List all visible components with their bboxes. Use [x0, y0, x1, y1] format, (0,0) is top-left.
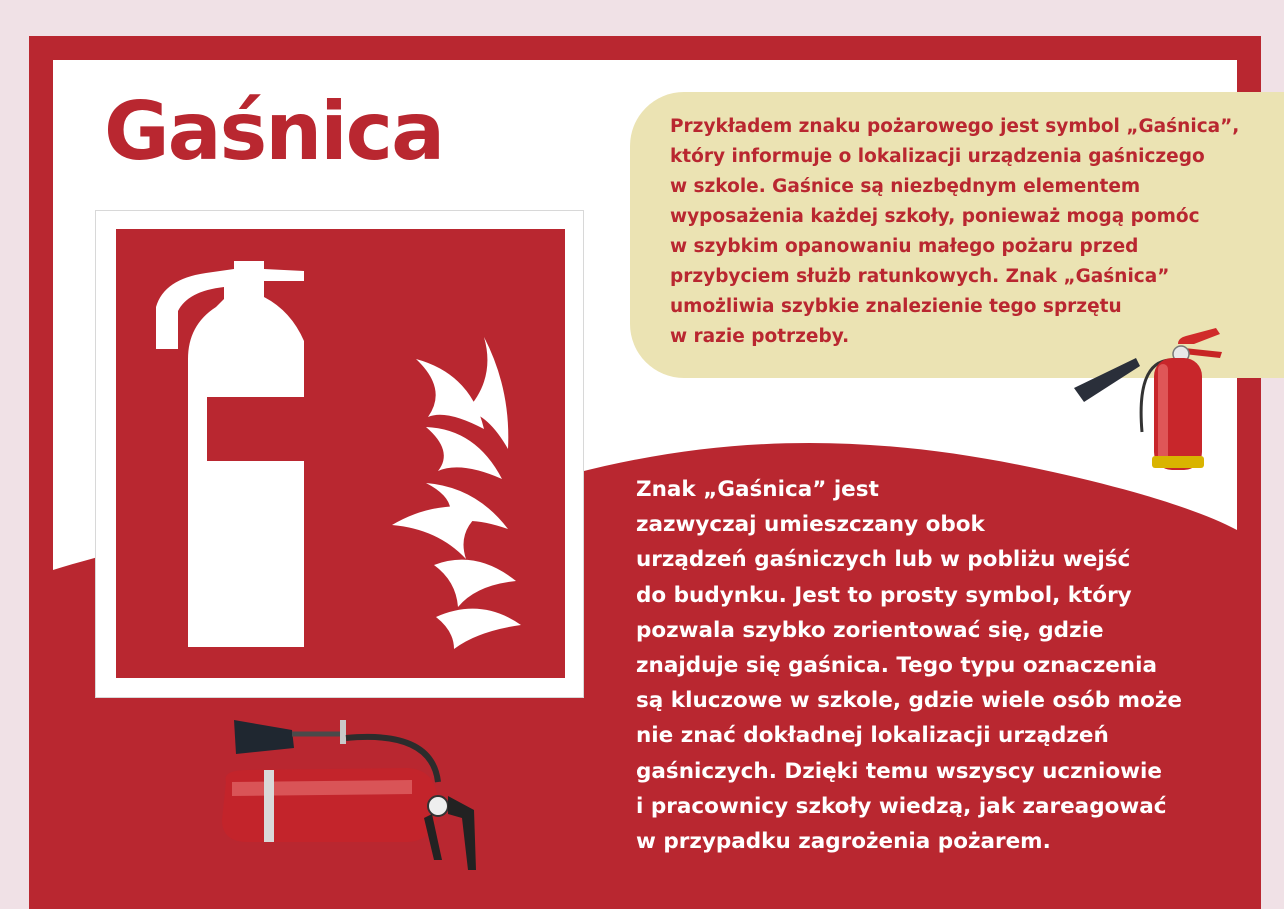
fire-extinguisher-icon — [1066, 322, 1226, 478]
page-title: Gaśnica — [104, 85, 444, 178]
fire-extinguisher-icon — [212, 710, 482, 878]
body-text: Znak „Gaśnica” jest zazwyczaj umieszczany obok urządzeń gaśniczych lub w pobliżu wejść do budynku. Jest to prosty symbol, który pozwala szybko zorientować się, gdzie znajduje się gaśnica. Tego typu oznaczenia są kluczowe w szkole, gdzie wiele osób może nie znać dokładnej lokalizacji urządzeń gaśniczych. Dzięki temu wszyscy uczniowie i pracownicy szkoły wiedzą, jak zareagować w przypadku zagrożenia pożarem. — [636, 477, 1182, 855]
info-box-text: Przykładem znaku pożarowego jest symbol „Gaśnica”, który informuje o lokalizacji urządzenia gaśniczego w szkole. Gaśnice są niezbędnym elementem wyposażenia każdej szkoły, ponieważ mogą pomóc w szybkim opanowaniu małego pożaru przed przybyciem służb ratunkowych. Znak „Gaśnica” umożliwia szybkie znalezienie tego sprzętu w razie potrzeby. — [670, 116, 1240, 347]
fire-extinguisher-sign-icon — [116, 229, 565, 678]
